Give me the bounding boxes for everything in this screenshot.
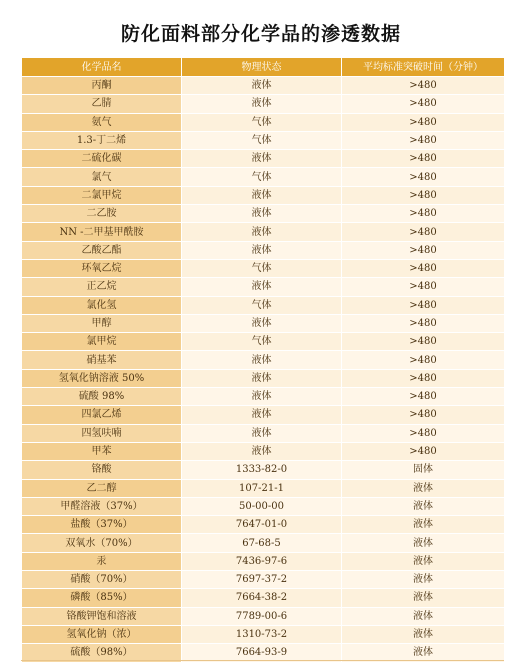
cell-physical-state: 7664-93-9 <box>182 644 342 662</box>
cell-physical-state: 7664-38-2 <box>182 589 342 607</box>
table-row <box>22 77 505 95</box>
table-row <box>22 406 505 424</box>
table-row <box>22 241 505 259</box>
cell-chemical-name: 氯甲烷 <box>22 333 182 351</box>
cell-breakthrough-time: >480 <box>342 424 505 442</box>
cell-breakthrough-time: 液体 <box>342 607 505 625</box>
table-row <box>22 516 505 534</box>
cell-breakthrough-time: >480 <box>342 369 505 387</box>
cell-chemical-name: 铬酸 <box>22 461 182 479</box>
cell-physical-state: 液体 <box>182 442 342 460</box>
cell-physical-state: 气体 <box>182 113 342 131</box>
table-row <box>22 205 505 223</box>
page-title: 防化面料部分化学品的渗透数据 <box>120 23 401 45</box>
header-breakthrough-time: 平均标准突破时间（分钟） <box>342 58 505 77</box>
table-row <box>22 534 505 552</box>
table-row <box>22 351 505 369</box>
cell-physical-state: 气体 <box>182 168 342 186</box>
cell-chemical-name: 氨气 <box>22 113 182 131</box>
cell-breakthrough-time: >480 <box>342 314 505 332</box>
cell-physical-state: 液体 <box>182 95 342 113</box>
cell-breakthrough-time: >480 <box>342 333 505 351</box>
cell-breakthrough-time: >480 <box>342 351 505 369</box>
cell-breakthrough-time: 液体 <box>342 625 505 643</box>
cell-physical-state: 7789-00-6 <box>182 607 342 625</box>
table-row <box>22 625 505 643</box>
table-row <box>22 442 505 460</box>
table-row <box>22 497 505 515</box>
cell-physical-state: 液体 <box>182 278 342 296</box>
cell-physical-state: 液体 <box>182 186 342 204</box>
table-row <box>22 479 505 497</box>
cell-breakthrough-time: 液体 <box>342 534 505 552</box>
cell-chemical-name: 盐酸（37%） <box>22 516 182 534</box>
cell-breakthrough-time: 液体 <box>342 644 505 662</box>
cell-breakthrough-time: >480 <box>342 278 505 296</box>
cell-chemical-name: 四氯乙烯 <box>22 406 182 424</box>
cell-breakthrough-time: >480 <box>342 205 505 223</box>
cell-chemical-name: NN -二甲基甲酰胺 <box>22 223 182 241</box>
table-row <box>22 278 505 296</box>
cell-breakthrough-time: 液体 <box>342 516 505 534</box>
table-row <box>22 607 505 625</box>
cell-physical-state: 67-68-5 <box>182 534 342 552</box>
table-row <box>22 150 505 168</box>
cell-physical-state: 液体 <box>182 150 342 168</box>
cell-breakthrough-time: >480 <box>342 168 505 186</box>
cell-physical-state: 液体 <box>182 388 342 406</box>
cell-breakthrough-time: >480 <box>342 131 505 149</box>
cell-chemical-name: 氢氧化钠（浓） <box>22 625 182 643</box>
cell-physical-state: 1310-73-2 <box>182 625 342 643</box>
cell-physical-state: 液体 <box>182 406 342 424</box>
table-row <box>22 95 505 113</box>
cell-physical-state: 107-21-1 <box>182 479 342 497</box>
cell-breakthrough-time: >480 <box>342 241 505 259</box>
table-row <box>22 424 505 442</box>
table-row <box>22 552 505 570</box>
table-row <box>22 369 505 387</box>
cell-physical-state: 50-00-00 <box>182 497 342 515</box>
cell-chemical-name: 磷酸（85%） <box>22 589 182 607</box>
table-row <box>22 113 505 131</box>
cell-chemical-name: 铬酸钾饱和溶液 <box>22 607 182 625</box>
cell-chemical-name: 甲醇 <box>22 314 182 332</box>
cell-physical-state: 气体 <box>182 333 342 351</box>
cell-chemical-name: 乙腈 <box>22 95 182 113</box>
cell-chemical-name: 氯化氢 <box>22 296 182 314</box>
cell-chemical-name: 硫酸（98%） <box>22 644 182 662</box>
cell-breakthrough-time: >480 <box>342 95 505 113</box>
cell-physical-state: 7436-97-6 <box>182 552 342 570</box>
cell-physical-state: 液体 <box>182 369 342 387</box>
cell-breakthrough-time: 液体 <box>342 589 505 607</box>
cell-breakthrough-time: >480 <box>342 150 505 168</box>
cell-chemical-name: 二氯甲烷 <box>22 186 182 204</box>
cell-chemical-name: 汞 <box>22 552 182 570</box>
header-physical-state: 物理状态 <box>182 58 342 77</box>
cell-breakthrough-time: >480 <box>342 186 505 204</box>
cell-chemical-name: 双氧水（70%） <box>22 534 182 552</box>
cell-physical-state: 7647-01-0 <box>182 516 342 534</box>
cell-chemical-name: 二硫化碳 <box>22 150 182 168</box>
cell-chemical-name: 乙二醇 <box>22 479 182 497</box>
cell-chemical-name: 硫酸 98% <box>22 388 182 406</box>
cell-breakthrough-time: >480 <box>342 388 505 406</box>
permeation-table <box>21 57 505 663</box>
cell-breakthrough-time: 固体 <box>342 461 505 479</box>
cell-breakthrough-time: 液体 <box>342 571 505 589</box>
table-row <box>22 223 505 241</box>
table-bottom-edge <box>21 660 504 661</box>
cell-physical-state: 液体 <box>182 424 342 442</box>
cell-chemical-name: 氯气 <box>22 168 182 186</box>
table-row <box>22 168 505 186</box>
header-chemical-name: 化学品名 <box>22 58 182 77</box>
cell-chemical-name: 丙酮 <box>22 77 182 95</box>
cell-physical-state: 气体 <box>182 131 342 149</box>
table-row <box>22 571 505 589</box>
cell-breakthrough-time: >480 <box>342 442 505 460</box>
table-row <box>22 259 505 277</box>
table-row <box>22 314 505 332</box>
cell-chemical-name: 硝基苯 <box>22 351 182 369</box>
cell-chemical-name: 甲醛溶液（37%） <box>22 497 182 515</box>
cell-chemical-name: 四氢呋喃 <box>22 424 182 442</box>
table-body <box>22 77 505 663</box>
cell-chemical-name: 正乙烷 <box>22 278 182 296</box>
table-row <box>22 589 505 607</box>
cell-breakthrough-time: 液体 <box>342 497 505 515</box>
table-row <box>22 388 505 406</box>
cell-breakthrough-time: 液体 <box>342 552 505 570</box>
cell-breakthrough-time: >480 <box>342 406 505 424</box>
table-row <box>22 333 505 351</box>
table-row <box>22 296 505 314</box>
table-row <box>22 461 505 479</box>
cell-chemical-name: 1.3-丁二烯 <box>22 131 182 149</box>
cell-chemical-name: 二乙胺 <box>22 205 182 223</box>
cell-physical-state: 液体 <box>182 205 342 223</box>
cell-physical-state: 液体 <box>182 77 342 95</box>
cell-chemical-name: 硝酸（70%） <box>22 571 182 589</box>
cell-breakthrough-time: 液体 <box>342 479 505 497</box>
cell-physical-state: 气体 <box>182 296 342 314</box>
cell-breakthrough-time: >480 <box>342 77 505 95</box>
table-header-row <box>22 58 505 77</box>
cell-chemical-name: 甲苯 <box>22 442 182 460</box>
cell-physical-state: 液体 <box>182 241 342 259</box>
cell-chemical-name: 乙酸乙酯 <box>22 241 182 259</box>
cell-physical-state: 液体 <box>182 314 342 332</box>
table-row <box>22 131 505 149</box>
cell-physical-state: 7697-37-2 <box>182 571 342 589</box>
cell-physical-state: 液体 <box>182 351 342 369</box>
cell-physical-state: 1333-82-0 <box>182 461 342 479</box>
cell-physical-state: 气体 <box>182 259 342 277</box>
cell-chemical-name: 氢氧化钠溶液 50% <box>22 369 182 387</box>
cell-breakthrough-time: >480 <box>342 296 505 314</box>
table-row <box>22 186 505 204</box>
cell-breakthrough-time: >480 <box>342 223 505 241</box>
cell-breakthrough-time: >480 <box>342 259 505 277</box>
cell-chemical-name: 环氧乙烷 <box>22 259 182 277</box>
cell-breakthrough-time: >480 <box>342 113 505 131</box>
cell-physical-state: 液体 <box>182 223 342 241</box>
